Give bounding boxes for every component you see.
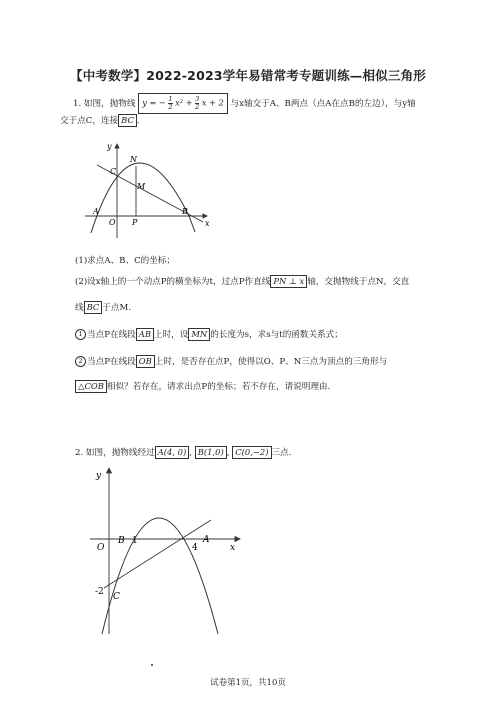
q1-part2-line-2 [75, 301, 131, 314]
point-c-box: C(0,−2) [232, 446, 271, 459]
point-b-box: B(1,0) [195, 446, 227, 459]
q2-sep-2: , [226, 448, 230, 458]
q1-label-p: P [132, 218, 138, 227]
q1-sub2-line-2 [75, 380, 330, 393]
q2-label-a: A [203, 535, 210, 545]
formula-lhs: y = − [142, 97, 166, 108]
q2-label-4: 4 [192, 543, 198, 553]
q1-part2-b: 轴，交抛物线于点N，交直 [307, 277, 410, 287]
parabola-formula [138, 93, 228, 114]
q1-intro-suffix: 与x轴交于A、B两点（点A在点B的左边），与y轴 [230, 99, 416, 109]
q2-intro-end: 三点. [271, 448, 292, 458]
q1-intro-end: . [136, 116, 140, 126]
segment-ob-box: OB [136, 355, 155, 368]
q1-sub2-c: 相似？若存在，请求出点P的坐标；若不存在，请说明理由. [106, 382, 331, 392]
q2-intro: 2. 如图，抛物线经过 [75, 448, 155, 458]
formula-fraction-2 [195, 96, 199, 111]
q1-sub2-b: 上时，是否存在点P，使得以O、P、N三点为顶点的三角形与 [154, 357, 388, 367]
q1-label-n: N [130, 155, 137, 164]
q1-label-x: x [205, 219, 210, 228]
q1-sub1-b: 上时，设 [153, 330, 189, 340]
circled-number-1: 1 [75, 329, 86, 340]
fraction-1-denominator: 2 [168, 103, 173, 111]
q1-intro-line [73, 93, 416, 114]
q1-label-m: M [137, 182, 146, 191]
q1-part2-c: 线 [75, 303, 84, 313]
formula-mid: x² + [175, 97, 193, 108]
q2-sep-1: , [189, 448, 192, 458]
page-title: 【中考数学】2022-2023学年易错常考专题训练—相似三角形 [70, 68, 426, 83]
q1-sub2-line [75, 355, 387, 368]
fraction-2-numerator: 3 [195, 95, 200, 103]
q2-label-o: O [97, 543, 105, 553]
segment-mn-box: MN [188, 328, 210, 341]
q1-label-c: C [110, 167, 117, 176]
q2-figure [90, 462, 270, 642]
fraction-2-denominator: 2 [195, 103, 200, 111]
q2-label-neg2: -2 [95, 587, 104, 597]
q1-intro-line-2 [60, 114, 140, 127]
q1-intro-prefix: 1. 如图，抛物线 [73, 99, 136, 109]
q1-part2-a: (2)设x轴上的一个动点P的横坐标为t，过点P作直线 [75, 277, 271, 287]
q1-label-a: A [93, 207, 99, 216]
q2-label-1: 1 [132, 536, 138, 546]
q1-label-o: O [109, 218, 116, 227]
q1-label-b: B [182, 207, 188, 216]
q1-sub1-a: 当点P在线段 [87, 330, 136, 340]
segment-bc-box: BC [118, 114, 137, 127]
triangle-cob-box: △COB [75, 380, 107, 393]
segment-bc-box-2: BC [84, 301, 103, 314]
fraction-1-numerator: 1 [168, 95, 173, 103]
q2-intro-line [75, 446, 291, 459]
q2-label-c: C [113, 592, 120, 602]
q1-part1: (1)求点A、B、C的坐标； [75, 256, 176, 266]
q2-label-x: x [230, 543, 236, 553]
segment-ab-box: AB [136, 328, 154, 341]
q2-line-ac [104, 520, 211, 588]
q2-label-b: B [118, 536, 125, 546]
line-pn-perp-x-box: PN ⊥ x [270, 275, 307, 288]
q1-sub1-c: 的长度为s，求s与t的函数关系式； [210, 330, 343, 340]
circled-number-2: 2 [75, 356, 86, 367]
stray-dot [151, 664, 153, 666]
formula-fraction-1 [168, 96, 172, 111]
q1-parabola [91, 163, 195, 233]
q2-label-y: y [96, 471, 102, 481]
q1-label-y: y [107, 142, 112, 151]
point-a-box: A(4, 0) [155, 446, 190, 459]
q1-part2-line [75, 275, 409, 288]
formula-rhs: x + 2 [201, 97, 224, 108]
q1-sub2-a: 当点P在线段 [87, 357, 136, 367]
q1-sub1-line [75, 328, 343, 341]
page-footer: 试卷第1页，共10页 [210, 678, 286, 688]
q1-intro-line2-text: 交于点C，连接 [60, 116, 119, 126]
q1-part2-d: 于点M. [102, 303, 132, 313]
q1-figure [85, 140, 225, 240]
